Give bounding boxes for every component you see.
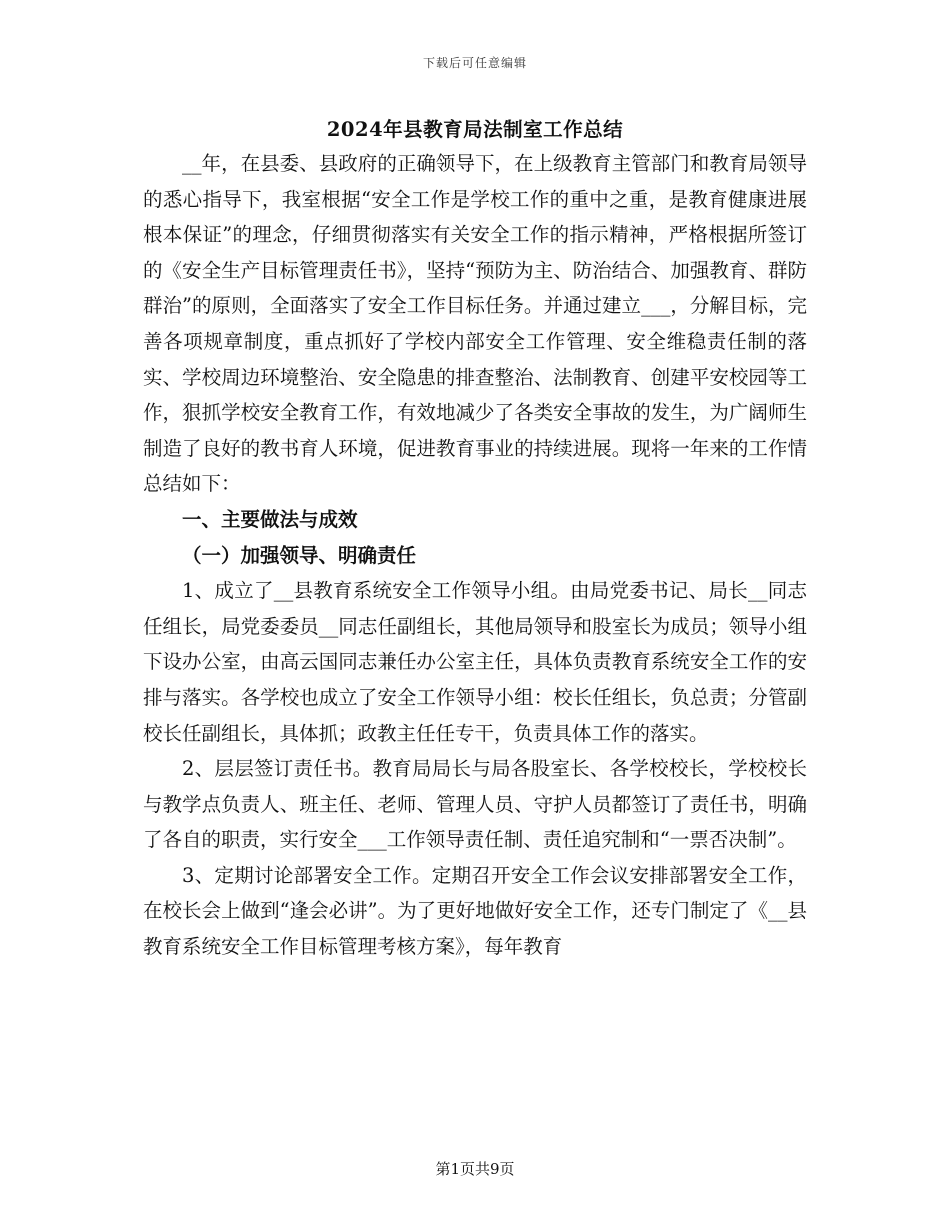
- section-heading: 一、主要做法与成效: [182, 507, 358, 531]
- subsection-heading: （一）加强领导、明确责任: [182, 543, 417, 567]
- body-paragraph-3: 3、定期讨论部署安全工作。定期召开安全工作会议安排部署安全工作，在校长会上做到“逢会必讲”。为了更好地做好安全工作，还专门制定了《__县教育系统安全工作目标管理考核方案》，每年教育: [143, 863, 807, 959]
- document-title: 2024年县教育局法制室工作总结: [326, 118, 624, 141]
- page-footer: 第1页共9页: [435, 1160, 515, 1178]
- body-paragraph-1: 1、成立了__县教育系统安全工作领导小组。由局党委书记、局长__同志任组长，局党委委员__同志任副组长，其他局领导和股室长为成员；领导小组下设办公室，由高云国同志兼任办公室主任，具体负责教育系统安全工作的安排与落实。各学校也成立了安全工作领导小组：校长任组长，负总责；分管副校长任副组长，具体抓；政教主任任专干，负责具体工作的落实。: [143, 579, 807, 745]
- page-header-note: 下载后可任意编辑: [422, 56, 527, 70]
- body-paragraph-2: 2、层层签订责任书。教育局局长与局各股室长、各学校校长，学校校长与教学点负责人、班主任、老师、管理人员、守护人员都签订了责任书，明确了各自的职责，实行安全___工作领导责任制、责任追究制和“一票否决制”。: [143, 757, 807, 852]
- document-body: [143, 146, 807, 965]
- intro-paragraph: __年，在县委、县政府的正确领导下，在上级教育主管部门和教育局领导的悉心指导下，我室根据“安全工作是学校工作的重中之重，是教育健康进展根本保证”的理念，仔细贯彻落实有关安全工作的指示精神，严格根据所签订的《安全生产目标管理责任书》，坚持“预防为主、防治结合、加强教育、群防群治”的原则，全面落实了安全工作目标任务。并通过建立___，分解目标，完善各项规章制度，重点抓好了学校内部安全工作管理、安全维稳责任制的落实、学校周边环境整治、安全隐患的排查整治、法制教育、创建平安校园等工作，狠抓学校安全教育工作，有效地减少了各类安全事故的发生，为广阔师生制造了良好的教书育人环境，促进教育事业的持续进展。现将一年来的工作情总结如下：: [143, 152, 807, 496]
